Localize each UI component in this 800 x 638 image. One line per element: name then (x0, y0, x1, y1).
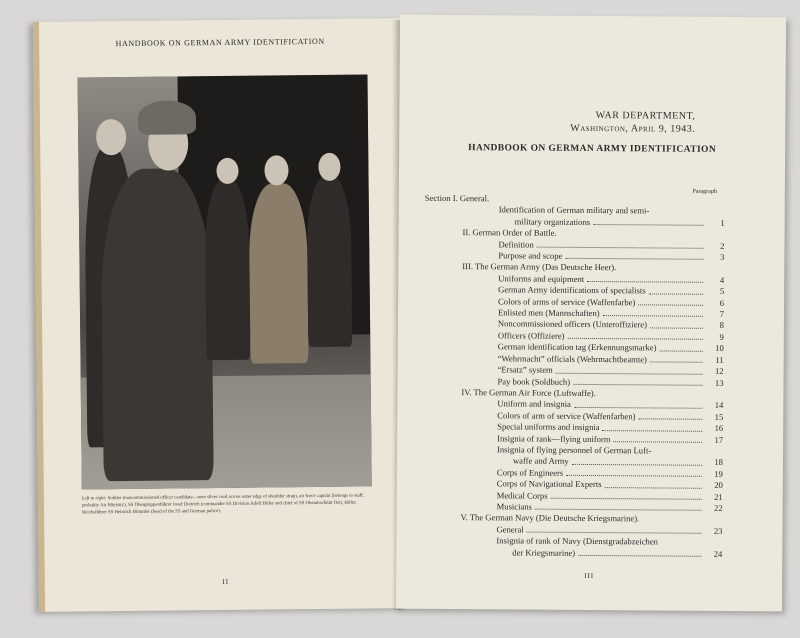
toc-entry-text: Identification of German military and semi- (498, 204, 650, 216)
photo-figure (205, 180, 251, 360)
toc-entry-text: Insignia of rank of Navy (Dienstgradabzeichen (496, 535, 659, 547)
toc-paragraph-number: 16 (714, 422, 724, 434)
toc-entry-text: Uniforms and equipment (498, 273, 585, 284)
toc-entry-text: Section I. General. (424, 192, 490, 204)
toc-paragraph-number: 22 (714, 502, 723, 513)
photo-figure (307, 177, 353, 347)
toc-entry-text: General (496, 524, 524, 535)
department-date: Washington, April 9, 1943. (570, 122, 696, 135)
toc-entry-text: III. The German Army (Das Deutsche Heer). (462, 261, 617, 273)
leader-dots (566, 475, 702, 477)
leader-dots (659, 350, 702, 351)
photo-helmet (138, 100, 196, 135)
leader-dots (551, 498, 702, 500)
toc-entry-text: Insignia of rank—flying uniform (497, 432, 611, 444)
page-number: II (222, 577, 230, 586)
toc-entry (422, 546, 722, 560)
photo-caption (82, 492, 374, 516)
photograph (78, 74, 372, 489)
toc-paragraph-number: 9 (719, 331, 724, 342)
leader-dots (587, 281, 703, 283)
leader-dots (603, 430, 703, 432)
leader-dots (599, 396, 703, 397)
toc-entry-text: IV. The German Air Force (Luftwaffe). (461, 387, 596, 398)
photo-figure-head (264, 155, 288, 185)
leader-dots (619, 271, 703, 272)
photo-figure-head (216, 158, 238, 184)
toc-paragraph-number: 15 (714, 411, 724, 422)
photo-soldier (100, 168, 213, 481)
toc-entry-text: Definition (498, 238, 534, 250)
toc-entry-text: Purpose and scope (498, 250, 563, 261)
toc-paragraph-number: 10 (715, 343, 724, 354)
toc-paragraph-number: 3 (720, 251, 725, 262)
toc-entry (423, 387, 723, 401)
toc-paragraph-number: 7 (719, 308, 725, 319)
toc-entry-text: Musicians (496, 501, 533, 512)
photo-figure-head (318, 153, 340, 181)
toc-paragraph-number: 17 (714, 434, 724, 445)
caption-lead: Left to right: (81, 496, 107, 502)
toc-entry-text: military organizations (514, 216, 591, 227)
toc-paragraph-number: 21 (714, 491, 723, 502)
leader-dots (593, 224, 704, 226)
leader-dots (605, 487, 702, 489)
leader-dots (650, 362, 703, 363)
toc-paragraph-number: 4 (719, 274, 725, 285)
leader-dots (492, 202, 704, 203)
toc-paragraph-number: 11 (715, 354, 724, 365)
leader-dots (639, 418, 703, 419)
toc-entry-text: Corps of Navigational Experts (496, 478, 602, 490)
paragraph-column-label: Paragraph (692, 188, 717, 195)
leader-dots (574, 407, 702, 409)
leader-dots (572, 464, 702, 466)
toc-entry-text: der Kriegsmarine) (512, 547, 576, 558)
leader-dots (578, 555, 701, 557)
toc-entry (423, 512, 723, 526)
toc-entry-text: Insignia of flying personnel of German Luft- (497, 444, 652, 456)
toc-paragraph-number: 5 (719, 286, 725, 297)
right-page (396, 15, 786, 612)
leader-dots (556, 372, 703, 374)
leader-dots (537, 247, 704, 249)
toc-paragraph-number: 6 (719, 297, 725, 308)
toc-entry-text: Noncommissioned officers (Unteroffiziere) (497, 318, 648, 330)
toc-entry-text: Colors of arm of service (Waffenfarben) (497, 410, 636, 422)
leader-dots (568, 338, 703, 340)
toc-paragraph-number: 2 (720, 240, 725, 251)
leader-dots (565, 258, 703, 260)
leader-dots (527, 532, 702, 534)
leader-dots (603, 316, 703, 318)
leader-dots (650, 327, 703, 328)
left-page (33, 18, 407, 612)
toc-entry-text: V. The German Navy (Die Deutsche Kriegsmarine). (460, 512, 640, 524)
leader-dots (573, 384, 702, 386)
toc-paragraph-number: 23 (713, 525, 723, 536)
photo-figure (249, 183, 309, 364)
toc-paragraph-number: 14 (714, 400, 724, 411)
leader-dots (638, 304, 703, 305)
leader-dots (613, 441, 702, 443)
toc-entry-text: Uniform and insignia (497, 398, 571, 410)
toc-entry-text: Enlisted men (Mannschaften) (497, 307, 600, 319)
page-number: III (584, 571, 595, 581)
toc-entry-text: Pay book (Soldbuch) (497, 375, 571, 387)
toc-entry-text: “Wehrmacht” officials (Wehrmachtbeamte) (497, 353, 647, 365)
toc-entry-text: waffe and Army (512, 455, 569, 467)
department-name: WAR DEPARTMENT, (595, 110, 696, 122)
photo-figure-head (96, 119, 126, 155)
toc-entry-text: Special uniforms and insignia (497, 421, 600, 433)
toc-paragraph-number: 13 (714, 377, 724, 388)
table-of-contents (422, 193, 725, 560)
toc-entry-text: Colors of arms of service (Waffenfarbe) (498, 296, 636, 307)
department-heading (570, 109, 695, 136)
toc-paragraph-number: 1 (720, 217, 725, 228)
document-title: HANDBOOK ON GERMAN ARMY IDENTIFICATION (468, 143, 717, 155)
toc-paragraph-number: 20 (714, 480, 723, 491)
toc-paragraph-number: 12 (714, 365, 724, 377)
toc-paragraph-number: 18 (714, 457, 723, 468)
leader-dots (560, 236, 704, 237)
leader-dots (649, 293, 704, 294)
leader-dots (535, 509, 702, 511)
toc-paragraph-number: 19 (714, 468, 723, 479)
toc-entry-text: Corps of Engineers (496, 467, 564, 478)
toc-entry-text: II. German Order of Battle. (462, 227, 557, 238)
toc-entry-text: Officers (Offiziere) (497, 330, 565, 341)
toc-entry-text: Medical Corps (496, 489, 548, 501)
caption-text: Soldier (noncommissioned officer candidate—note silver cord across outer edge of shoulder strap), air force captain (belongs to staff, probably Air Ministry), SS Obergruppenführer Josef Dietrich (commander SS Division Adolf Hitler and chief of SS Oberabschnitt Ost), Hitler, Reichsführer SS Heinrich Himmler (head of the SS and German police). (81, 493, 364, 516)
toc-entry-text: “Ersatz” system (497, 364, 553, 375)
running-head: HANDBOOK ON GERMAN ARMY IDENTIFICATION (115, 36, 325, 49)
toc-paragraph-number: 24 (713, 548, 723, 559)
toc-paragraph-number: 8 (719, 320, 724, 331)
toc-entry-text: German identification tag (Erkennungsmarke) (497, 341, 657, 353)
toc-entry-text: German Army identifications of specialists (498, 284, 646, 296)
